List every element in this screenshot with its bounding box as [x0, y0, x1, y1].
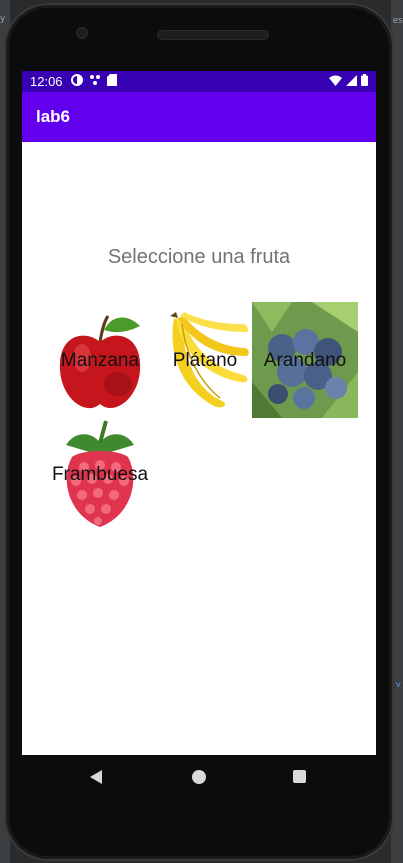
fruit-label-apple: Manzana — [60, 350, 140, 371]
fruit-blueberry[interactable] — [252, 302, 358, 418]
phone-screen — [22, 71, 376, 755]
status-time: 12:06 — [30, 74, 63, 89]
fruit-raspberry[interactable] — [46, 419, 154, 534]
fruit-label-raspberry: Frambuesa — [51, 464, 149, 485]
home-icon[interactable] — [192, 770, 206, 784]
earpiece-speaker — [157, 30, 269, 40]
system-nav-bar — [22, 755, 376, 799]
fruit-label-banana: Plátano — [172, 350, 238, 371]
app-title: lab6 — [36, 107, 71, 126]
ide-left-text: y — [0, 14, 6, 24]
front-camera — [76, 27, 88, 39]
data-saver-icon — [71, 74, 83, 86]
status-notification-icons — [71, 74, 117, 86]
recents-icon[interactable] — [293, 770, 306, 783]
fruit-apple[interactable] — [50, 302, 150, 412]
battery-icon — [361, 74, 368, 86]
status-system-icons — [329, 74, 368, 86]
fruit-label-blueberry: Arandano — [263, 350, 347, 371]
select-fruit-prompt: Seleccione una fruta — [107, 246, 291, 268]
fruit-banana[interactable] — [160, 302, 250, 412]
app-bar — [22, 92, 376, 142]
status-bar — [22, 71, 376, 92]
signal-icon — [346, 75, 357, 86]
wifi-icon — [329, 75, 342, 86]
ide-right-text: es — [392, 16, 403, 26]
back-icon[interactable] — [90, 770, 102, 784]
ide-right-link[interactable]: v — [395, 680, 401, 690]
network-dots-icon — [89, 74, 101, 86]
sd-card-icon — [107, 74, 117, 86]
